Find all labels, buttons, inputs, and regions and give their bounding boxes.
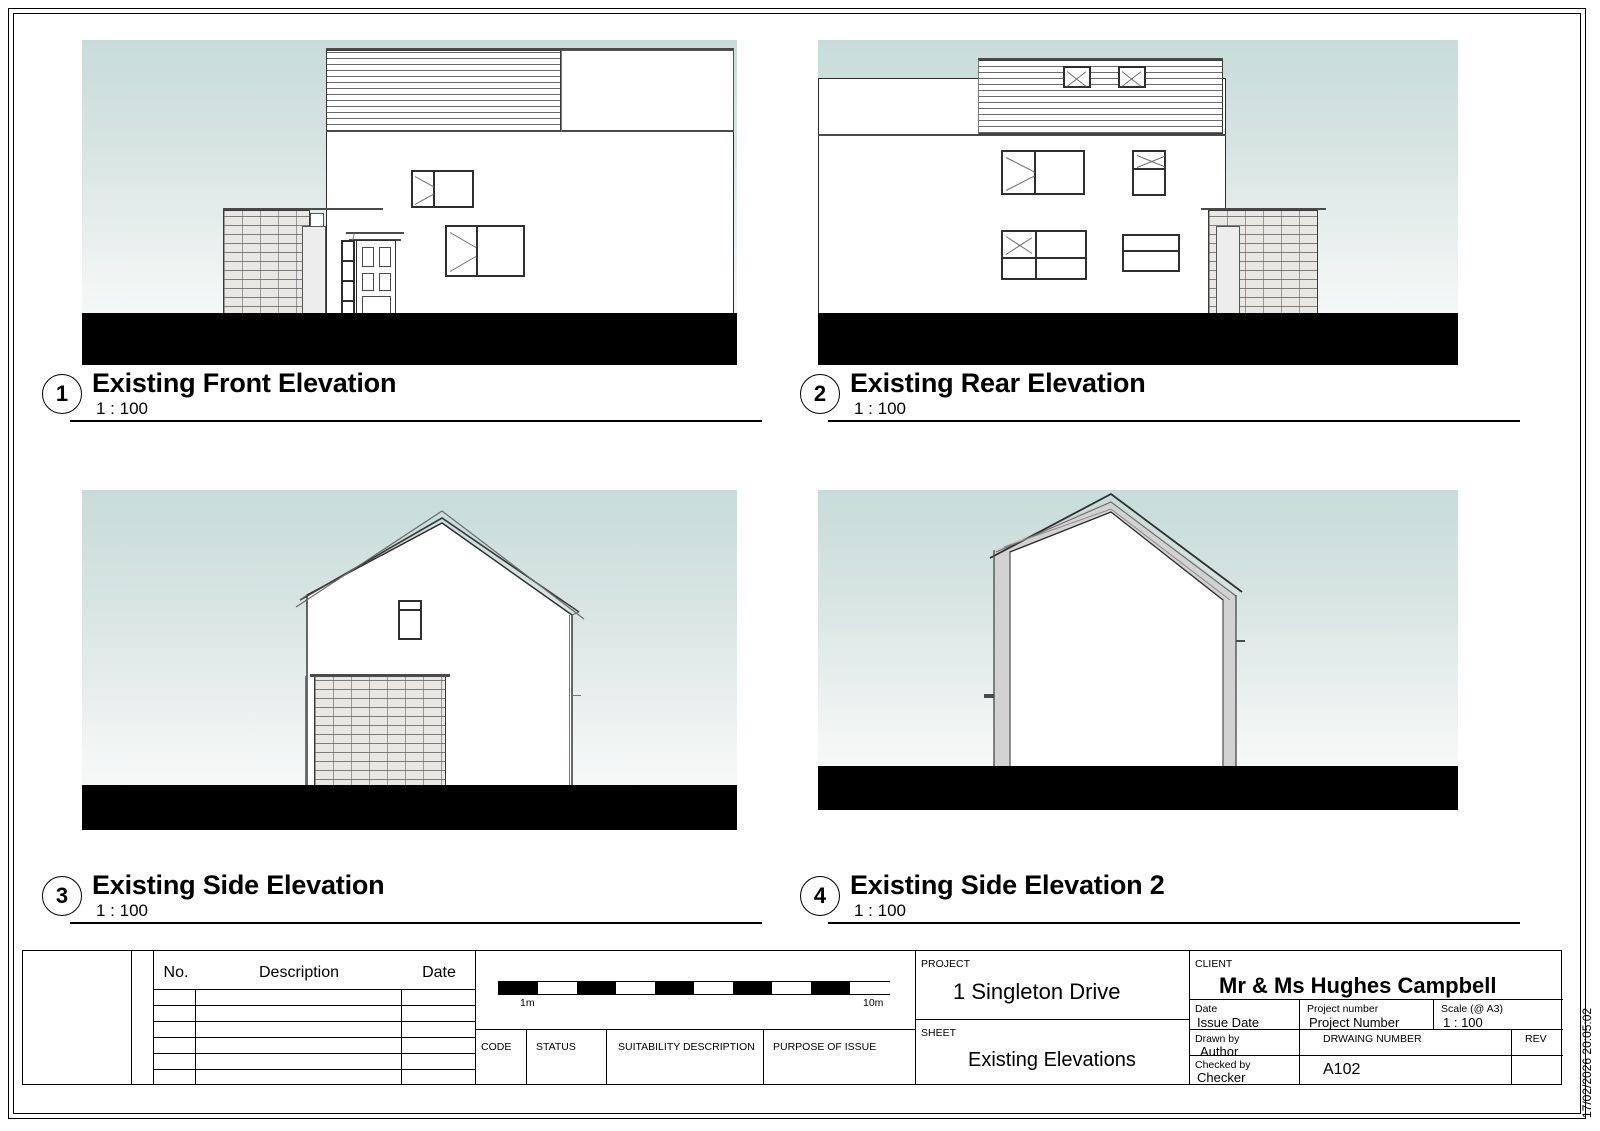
view-title-4 xyxy=(800,870,1500,926)
sheet-label: SHEET xyxy=(921,1027,957,1039)
view-number-bubble: 2 xyxy=(800,374,840,414)
drawing-number-label: DRWAING NUMBER xyxy=(1323,1033,1422,1045)
ground-line xyxy=(82,313,737,365)
issue-col-status: STATUS xyxy=(536,1041,576,1053)
window xyxy=(398,600,422,640)
edge-timestamp: 17/02/2026 20:05:02 xyxy=(1580,1007,1594,1118)
view-scale-text: 1 : 100 xyxy=(96,901,148,920)
view-title-3 xyxy=(42,870,742,926)
client-value: Mr & Ms Hughes Campbell xyxy=(1219,973,1497,998)
window xyxy=(1001,230,1087,280)
view-number-bubble: 1 xyxy=(42,374,82,414)
side-elevation-2-drawing xyxy=(818,490,1458,810)
view-side-elevation xyxy=(82,490,737,830)
client-label: CLIENT xyxy=(1195,958,1233,970)
revision-table xyxy=(153,951,475,1084)
view-title-text: Existing Side Elevation 2 xyxy=(850,870,1165,900)
view-front-elevation xyxy=(82,40,737,365)
rooflight xyxy=(1118,66,1146,88)
window xyxy=(445,225,525,277)
view-title-text: Existing Rear Elevation xyxy=(850,368,1146,398)
scale-label: Scale (@ A3) xyxy=(1441,1003,1504,1015)
drawn-by-value: Author xyxy=(1200,1044,1239,1059)
view-number-bubble: 4 xyxy=(800,876,840,916)
view-title-rule xyxy=(828,922,1520,924)
front-door xyxy=(356,240,396,317)
view-title-rule xyxy=(828,420,1520,422)
checked-by-label: Checked by xyxy=(1195,1059,1251,1071)
view-side-elevation-2 xyxy=(818,490,1458,810)
window xyxy=(1132,150,1166,196)
door-sidelight xyxy=(341,240,355,317)
scale-value: 1 : 100 xyxy=(1443,1015,1483,1030)
project-number-label: Project number xyxy=(1307,1003,1379,1015)
view-scale-text: 1 : 100 xyxy=(854,399,906,418)
date-label: Date xyxy=(1195,1003,1218,1015)
view-number-bubble: 3 xyxy=(42,876,82,916)
window xyxy=(411,170,474,208)
issue-col-code: CODE xyxy=(481,1041,512,1053)
window xyxy=(1122,234,1180,272)
drawn-by-label: Drawn by xyxy=(1195,1033,1240,1045)
view-title-2 xyxy=(800,368,1500,424)
view-title-rule xyxy=(70,922,762,924)
revision-col-date: Date xyxy=(422,964,456,981)
front-elevation-drawing xyxy=(82,40,737,365)
ground-line xyxy=(818,313,1458,365)
view-rear-elevation xyxy=(818,40,1458,365)
window xyxy=(1001,150,1085,195)
view-title-text: Existing Side Elevation xyxy=(92,870,385,900)
rooflight xyxy=(1063,66,1091,88)
view-title-1 xyxy=(42,368,742,424)
ground-line xyxy=(82,785,737,830)
project-label: PROJECT xyxy=(921,958,971,970)
rear-elevation-drawing xyxy=(818,40,1458,365)
view-scale-text: 1 : 100 xyxy=(854,901,906,920)
sheet-value: Existing Elevations xyxy=(968,1049,1136,1071)
date-value: Issue Date xyxy=(1197,1015,1260,1030)
issue-col-suitability: SUITABILITY DESCRIPTION xyxy=(618,1041,755,1053)
scalebar-end-label: 10m xyxy=(863,997,884,1009)
project-value: 1 Singleton Drive xyxy=(953,979,1121,1004)
issue-col-purpose: PURPOSE OF ISSUE xyxy=(773,1041,877,1053)
project-number-value: Project Number xyxy=(1309,1015,1400,1030)
scalebar-start-label: 1m xyxy=(520,997,535,1009)
rev-label: REV xyxy=(1525,1033,1547,1045)
view-scale-text: 1 : 100 xyxy=(96,399,148,418)
view-title-rule xyxy=(70,420,762,422)
ground-line xyxy=(818,766,1458,810)
side-elevation-drawing xyxy=(82,490,737,830)
revision-col-description: Description xyxy=(258,964,340,981)
title-block xyxy=(22,950,1562,1085)
revision-col-no: No. xyxy=(163,964,189,981)
checked-by-value: Checker xyxy=(1197,1070,1246,1085)
graphic-scale-bar xyxy=(498,981,890,995)
view-title-text: Existing Front Elevation xyxy=(92,368,397,398)
drawing-number-value: A102 xyxy=(1323,1061,1361,1078)
